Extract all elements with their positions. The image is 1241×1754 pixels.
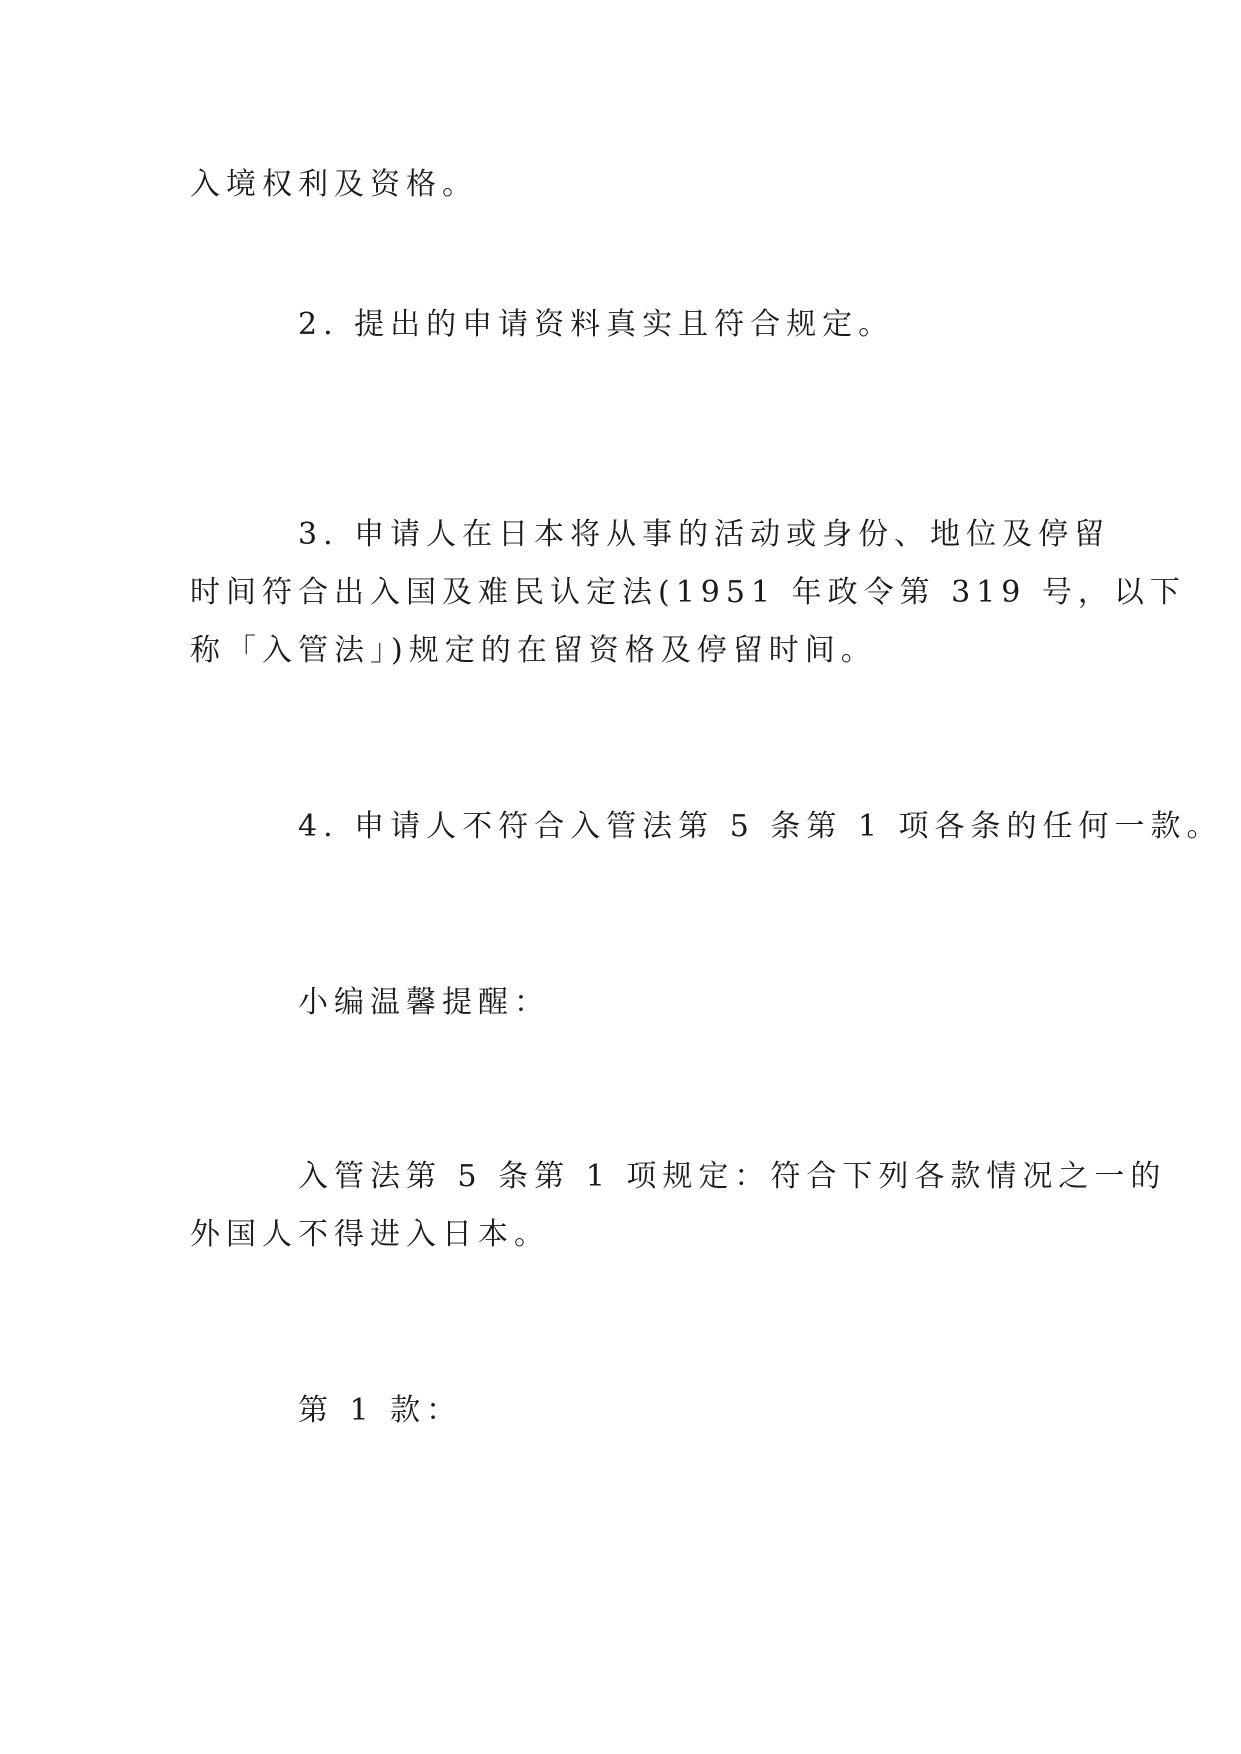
paragraph-4-line-1: 4. 申请人不符合入管法第 5 条第 1 项各条的任何一款。 bbox=[298, 809, 1223, 844]
paragraph-1-line-1: 入境权利及资格。 bbox=[190, 167, 478, 202]
paragraph-3-line-3: 称「入管法」)规定的在留资格及停留时间。 bbox=[190, 633, 877, 668]
paragraph-6-line-2: 外国人不得进入日本。 bbox=[190, 1217, 550, 1252]
paragraph-3-line-2: 时间符合出入国及难民认定法(1951 年政令第 319 号，以下 bbox=[190, 575, 1186, 610]
reminder-heading: 小编温馨提醒： bbox=[298, 985, 550, 1020]
paragraph-2-line-1: 2. 提出的申请资料真实且符合规定。 bbox=[298, 307, 895, 342]
paragraph-6-line-1: 入管法第 5 条第 1 项规定：符合下列各款情况之一的 bbox=[298, 1159, 1167, 1194]
clause-1-heading: 第 1 款： bbox=[298, 1393, 463, 1428]
paragraph-3-line-1: 3. 申请人在日本将从事的活动或身份、地位及停留 bbox=[298, 517, 1111, 552]
